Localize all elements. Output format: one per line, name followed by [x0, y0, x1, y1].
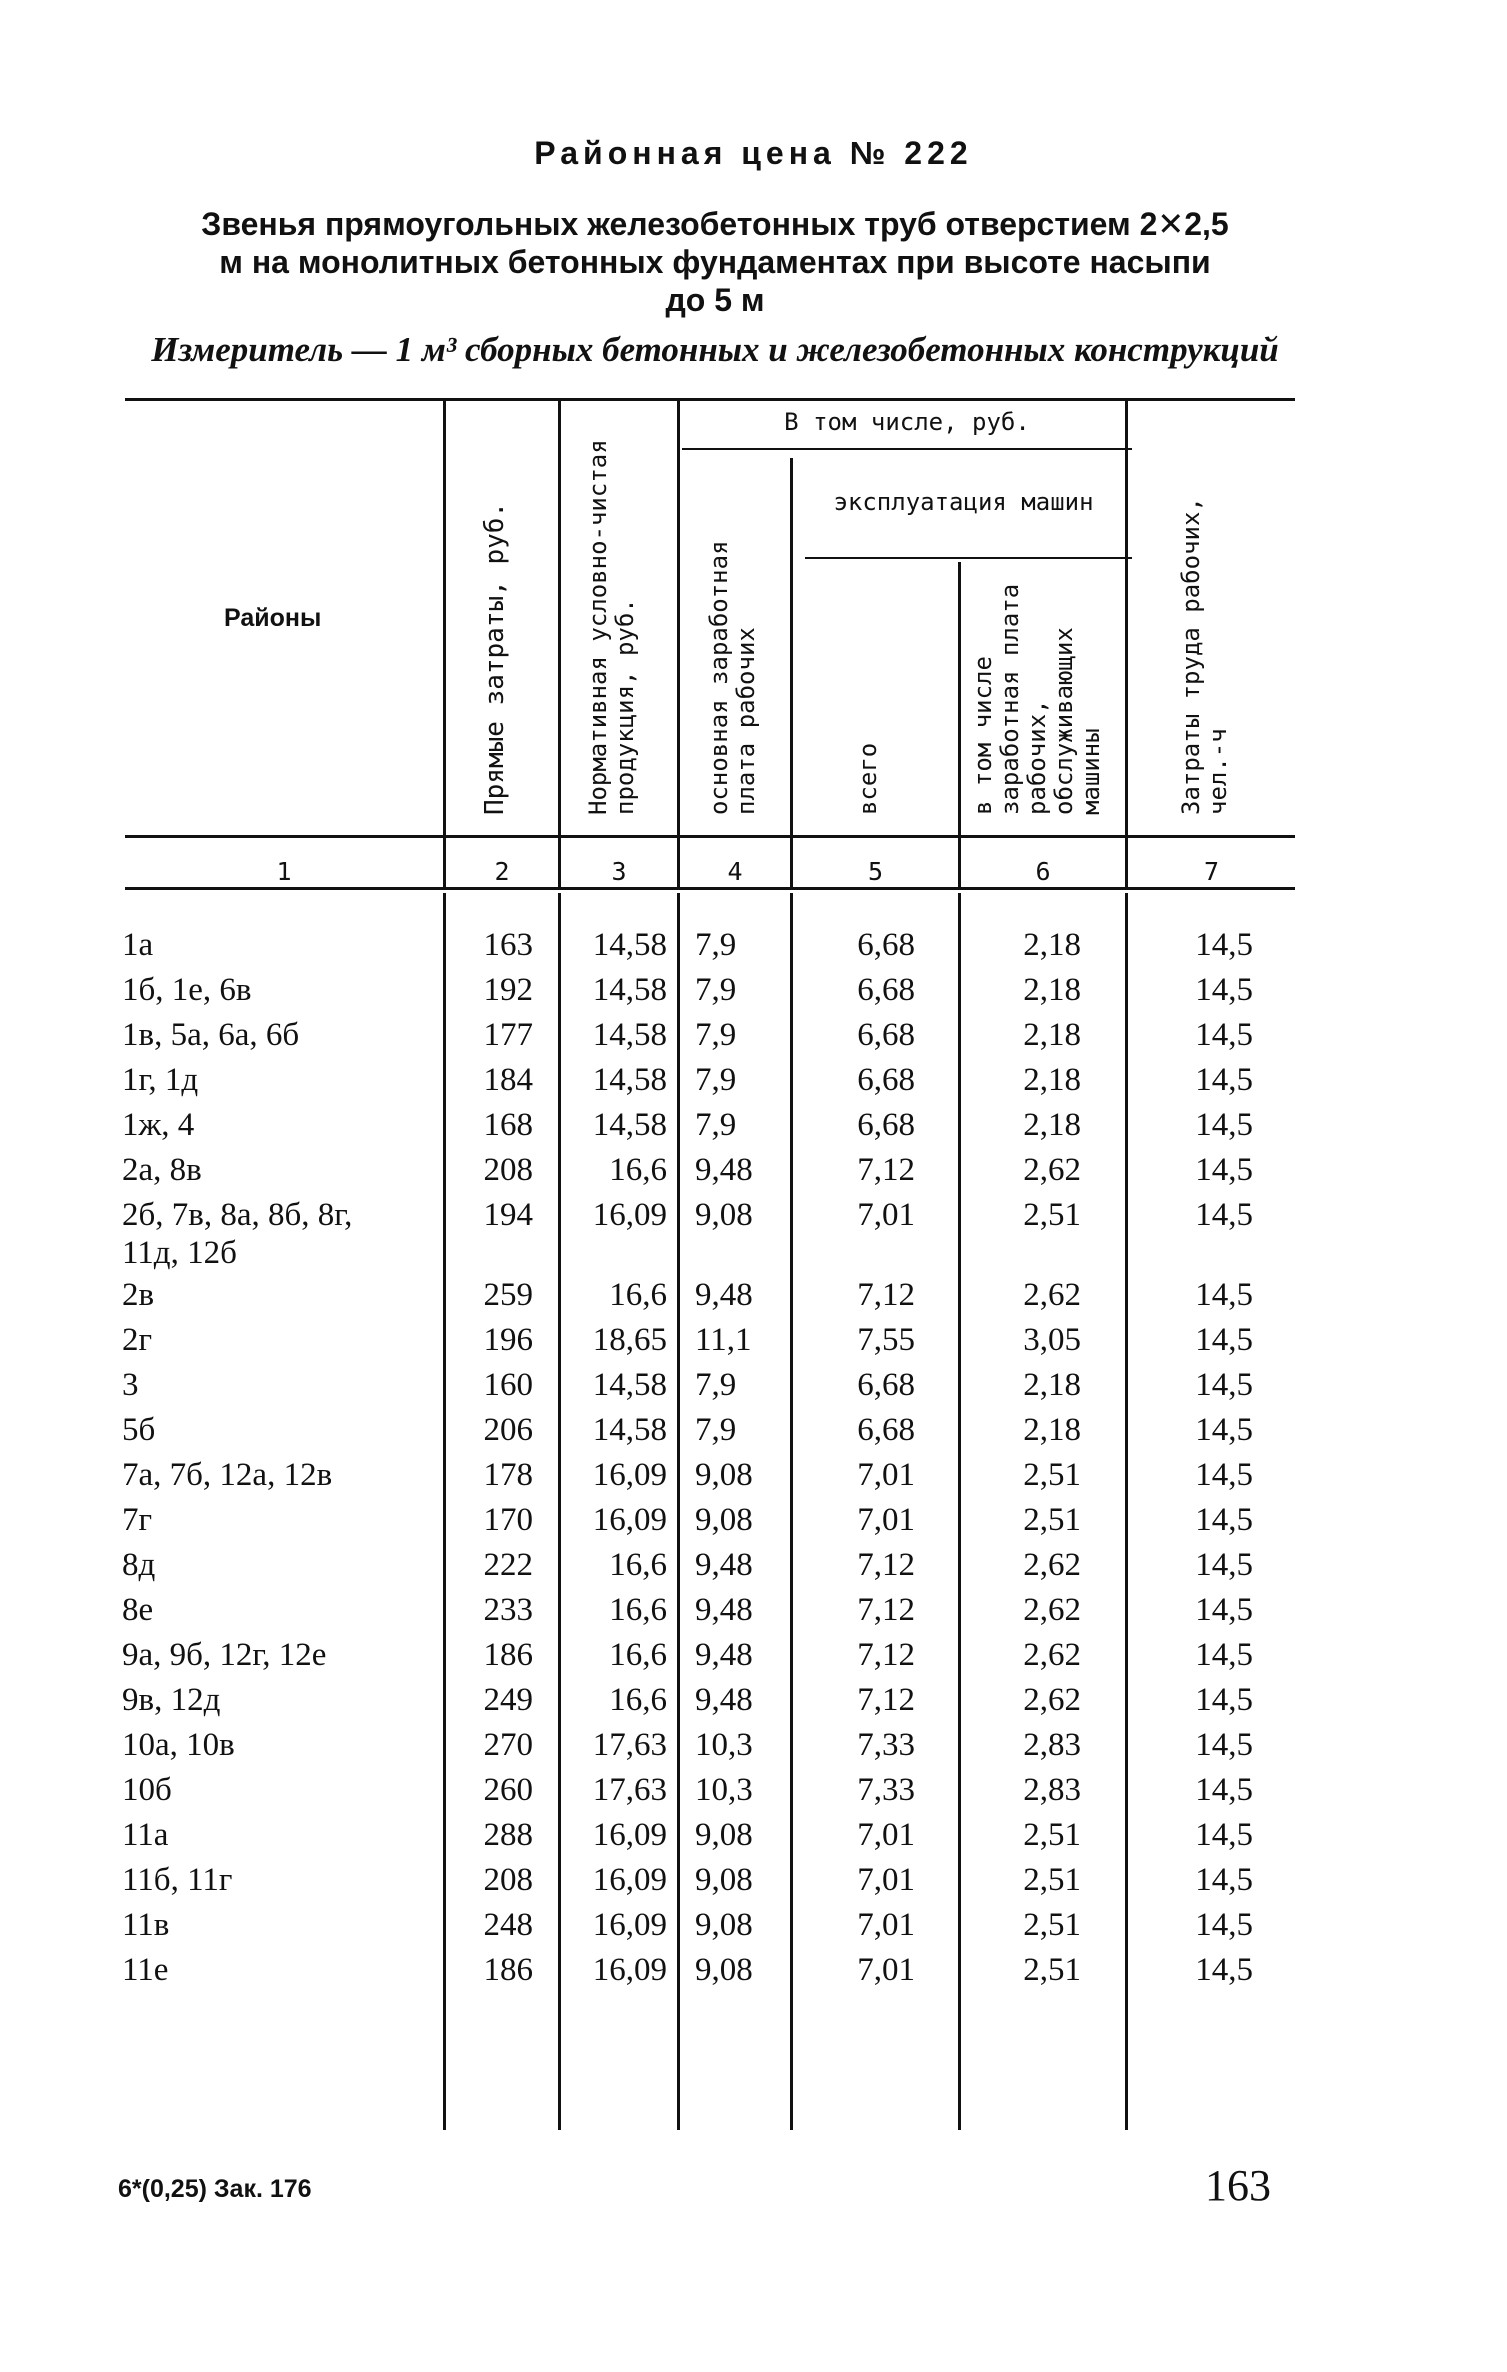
mwage-cell: 2,62: [1023, 1277, 1081, 1313]
labor-cell: 14,5: [1195, 1412, 1253, 1448]
total-cell: 7,12: [857, 1152, 915, 1188]
col-divider-3: [677, 400, 680, 887]
header-normative: [585, 415, 639, 815]
mwage-cell: 2,51: [1023, 1502, 1081, 1538]
direct-cell: 177: [483, 1017, 533, 1053]
header-regions: Районы: [224, 604, 322, 632]
direct-cell: 259: [483, 1277, 533, 1313]
total-cell: 7,12: [857, 1592, 915, 1628]
wage-cell: 7,9: [695, 927, 737, 963]
region-cell: 11в: [122, 1907, 170, 1943]
header-labor: [1178, 425, 1232, 815]
region-cell: 7а, 7б, 12а, 12в: [122, 1457, 333, 1493]
direct-cell: 194: [483, 1197, 533, 1233]
labor-cell: 14,5: [1195, 1367, 1253, 1403]
colnum-2: 2: [494, 857, 510, 886]
header-base-wage: [706, 495, 760, 815]
total-cell: 7,55: [857, 1322, 915, 1358]
norm-cell: 14,58: [592, 1412, 667, 1448]
labor-cell: 14,5: [1195, 1547, 1253, 1583]
total-cell: 7,33: [857, 1772, 915, 1808]
labor-cell: 14,5: [1195, 1907, 1253, 1943]
norm-cell: 14,58: [592, 927, 667, 963]
mwage-cell: 2,18: [1023, 927, 1081, 963]
wage-cell: 10,3: [695, 1727, 753, 1763]
wage-cell: 9,08: [695, 1197, 753, 1233]
total-cell: 7,01: [857, 1862, 915, 1898]
labor-cell: 14,5: [1195, 1107, 1253, 1143]
labor-cell: 14,5: [1195, 1062, 1253, 1098]
norm-cell: 16,09: [592, 1862, 667, 1898]
mwage-cell: 2,18: [1023, 972, 1081, 1008]
mwage-cell: 2,18: [1023, 1412, 1081, 1448]
labor-cell: 14,5: [1195, 1817, 1253, 1853]
direct-cell: 192: [483, 972, 533, 1008]
mwage-cell: 2,18: [1023, 1017, 1081, 1053]
norm-cell: 16,6: [609, 1637, 667, 1673]
labor-cell: 14,5: [1195, 1727, 1253, 1763]
labor-cell: 14,5: [1195, 1017, 1253, 1053]
direct-cell: 186: [483, 1952, 533, 1988]
total-cell: 7,12: [857, 1547, 915, 1583]
mwage-cell: 2,18: [1023, 1062, 1081, 1098]
norm-cell: 14,58: [592, 1107, 667, 1143]
mwage-cell: 2,62: [1023, 1682, 1081, 1718]
labor-cell: 14,5: [1195, 1682, 1253, 1718]
total-cell: 6,68: [857, 972, 915, 1008]
direct-cell: 163: [483, 927, 533, 963]
total-cell: 7,01: [857, 1817, 915, 1853]
norm-cell: 16,09: [592, 1952, 667, 1988]
norm-cell: 16,6: [609, 1277, 667, 1313]
mwage-cell: 2,62: [1023, 1152, 1081, 1188]
total-cell: 6,68: [857, 1062, 915, 1098]
col-divider-4: [790, 458, 793, 887]
mwage-cell: 2,83: [1023, 1727, 1081, 1763]
region-cell: 8е: [122, 1592, 154, 1628]
total-cell: 6,68: [857, 1367, 915, 1403]
col-divider-3-body: [677, 893, 680, 2130]
wage-cell: 9,08: [695, 1817, 753, 1853]
wage-cell: 9,48: [695, 1637, 753, 1673]
labor-cell: 14,5: [1195, 1637, 1253, 1673]
mwage-cell: 2,18: [1023, 1367, 1081, 1403]
norm-cell: 17,63: [592, 1727, 667, 1763]
labor-cell: 14,5: [1195, 972, 1253, 1008]
direct-cell: 196: [483, 1322, 533, 1358]
header-incl-wage: [970, 555, 1105, 815]
direct-cell: 186: [483, 1637, 533, 1673]
region-cell: 7г: [122, 1502, 153, 1538]
header-bottom-rule: [125, 835, 1295, 838]
region-cell: 11б, 11г: [122, 1862, 233, 1898]
wage-cell: 9,48: [695, 1592, 753, 1628]
wage-cell: 9,48: [695, 1152, 753, 1188]
mwage-cell: 2,51: [1023, 1907, 1081, 1943]
colnum-bottom-rule: [125, 887, 1295, 890]
total-cell: 7,01: [857, 1952, 915, 1988]
direct-cell: 208: [483, 1862, 533, 1898]
wage-cell: 9,08: [695, 1862, 753, 1898]
total-cell: 7,33: [857, 1727, 915, 1763]
mwage-cell: 3,05: [1023, 1322, 1081, 1358]
norm-cell: 16,6: [609, 1547, 667, 1583]
direct-cell: 249: [483, 1682, 533, 1718]
table-top-rule: [125, 398, 1295, 401]
subtitle: Звенья прямоугольных железобетонных труб отверстием 2✕2,5 м на монолитных бетонных фундаментах при высоте насыпи до 5 м: [201, 206, 1229, 318]
region-cell: 1г, 1д: [122, 1062, 199, 1098]
colnum-5: 5: [867, 857, 884, 886]
wage-cell: 9,08: [695, 1502, 753, 1538]
region-cell: 1б, 1е, 6в: [122, 972, 252, 1008]
region-cell: 2а, 8в: [122, 1152, 202, 1188]
norm-cell: 16,09: [592, 1197, 667, 1233]
labor-cell: 14,5: [1195, 1197, 1253, 1233]
total-cell: 7,01: [857, 1502, 915, 1538]
region-cell: 1а: [122, 927, 154, 963]
col-divider-5: [958, 562, 961, 887]
norm-cell: 16,6: [609, 1592, 667, 1628]
labor-cell: 14,5: [1195, 1277, 1253, 1313]
mwage-cell: 2,51: [1023, 1862, 1081, 1898]
mwage-cell: 2,62: [1023, 1637, 1081, 1673]
mwage-cell: 2,18: [1023, 1107, 1081, 1143]
norm-cell: 14,58: [592, 1367, 667, 1403]
total-cell: 7,12: [857, 1682, 915, 1718]
norm-cell: 16,09: [592, 1817, 667, 1853]
region-cell: 5б: [122, 1412, 156, 1448]
footer-print-info: 6*(0,25) Зак. 176: [118, 2175, 312, 2203]
norm-cell: 16,09: [592, 1457, 667, 1493]
wage-cell: 7,9: [695, 1062, 737, 1098]
wage-cell: 10,3: [695, 1772, 753, 1808]
mwage-cell: 2,62: [1023, 1592, 1081, 1628]
wage-cell: 9,08: [695, 1907, 753, 1943]
labor-cell: 14,5: [1195, 1862, 1253, 1898]
header-total: всего: [854, 742, 882, 815]
region-cell: 10а, 10в: [122, 1727, 235, 1763]
col-divider-1: [443, 400, 446, 887]
direct-cell: 170: [483, 1502, 533, 1538]
total-cell: 7,12: [857, 1637, 915, 1673]
wage-cell: 7,9: [695, 972, 737, 1008]
region-cell: 1в, 5а, 6а, 6б: [122, 1017, 300, 1053]
region-cell: 1ж, 4: [122, 1107, 195, 1143]
total-cell: 7,12: [857, 1277, 915, 1313]
norm-cell: 14,58: [592, 1017, 667, 1053]
total-cell: 7,01: [857, 1457, 915, 1493]
norm-cell: 16,09: [592, 1907, 667, 1943]
labor-cell: 14,5: [1195, 1772, 1253, 1808]
measure-unit: Измеритель — 1 м³ сборных бетонных и железобетонных конструкций: [151, 330, 1279, 369]
col-divider-2: [558, 400, 561, 887]
mwage-cell: 2,62: [1023, 1547, 1081, 1583]
region-cell-continuation: 11д, 12б: [122, 1235, 237, 1271]
labor-cell: 14,5: [1195, 1952, 1253, 1988]
wage-cell: 11,1: [695, 1322, 752, 1358]
norm-cell: 18,65: [592, 1322, 667, 1358]
direct-cell: 160: [483, 1367, 533, 1403]
region-cell: 9в, 12д: [122, 1682, 221, 1718]
rule-incl: [682, 448, 1132, 450]
labor-cell: 14,5: [1195, 1152, 1253, 1188]
labor-cell: 14,5: [1195, 927, 1253, 963]
direct-cell: 184: [483, 1062, 533, 1098]
total-cell: 6,68: [857, 1412, 915, 1448]
header-direct-costs: Прямые затраты, руб.: [480, 501, 510, 815]
header-base-wage-text: основная заработная плата рабочих: [705, 540, 760, 815]
direct-cell: 178: [483, 1457, 533, 1493]
wage-cell: 7,9: [695, 1367, 737, 1403]
colnum-7: 7: [1203, 857, 1220, 886]
header-machines: эксплуатация машин: [833, 488, 1094, 516]
labor-cell: 14,5: [1195, 1457, 1253, 1493]
header-normative-text: Нормативная условно-чистая продукция, руб.: [584, 439, 639, 815]
region-cell: 8д: [122, 1547, 156, 1583]
direct-cell: 222: [483, 1547, 533, 1583]
region-cell: 2г: [122, 1322, 153, 1358]
norm-cell: 16,6: [609, 1152, 667, 1188]
direct-cell: 270: [483, 1727, 533, 1763]
direct-cell: 233: [483, 1592, 533, 1628]
labor-cell: 14,5: [1195, 1322, 1253, 1358]
norm-cell: 17,63: [592, 1772, 667, 1808]
wage-cell: 7,9: [695, 1412, 737, 1448]
header-incl: В том числе, руб.: [784, 408, 1030, 436]
norm-cell: 14,58: [592, 1062, 667, 1098]
region-cell: 9а, 9б, 12г, 12е: [122, 1637, 327, 1673]
colnum-1: 1: [276, 857, 292, 886]
region-cell: 11а: [122, 1817, 169, 1853]
wage-cell: 7,9: [695, 1107, 737, 1143]
wage-cell: 9,08: [695, 1457, 753, 1493]
mwage-cell: 2,51: [1023, 1952, 1081, 1988]
direct-cell: 248: [483, 1907, 533, 1943]
labor-cell: 14,5: [1195, 1592, 1253, 1628]
total-cell: 7,01: [857, 1907, 915, 1943]
wage-cell: 9,48: [695, 1547, 753, 1583]
wage-cell: 9,48: [695, 1682, 753, 1718]
header-incl-wage-text: в том числе заработная плата рабочих, обслуживающих машины: [969, 583, 1105, 815]
region-cell: 3: [122, 1367, 139, 1403]
total-cell: 6,68: [857, 927, 915, 963]
region-cell: 2б, 7в, 8а, 8б, 8г,: [122, 1197, 353, 1233]
region-cell: 2в: [122, 1277, 155, 1313]
mwage-cell: 2,51: [1023, 1817, 1081, 1853]
region-cell: 11е: [122, 1952, 169, 1988]
total-cell: 6,68: [857, 1107, 915, 1143]
region-cell: 10б: [122, 1772, 172, 1808]
col-divider-6: [1125, 400, 1128, 887]
colnum-4: 4: [727, 857, 743, 886]
norm-cell: 16,09: [592, 1502, 667, 1538]
wage-cell: 9,08: [695, 1952, 753, 1988]
mwage-cell: 2,83: [1023, 1772, 1081, 1808]
norm-cell: 16,6: [609, 1682, 667, 1718]
direct-cell: 208: [483, 1152, 533, 1188]
direct-cell: 206: [483, 1412, 533, 1448]
colnum-3: 3: [611, 857, 627, 886]
direct-cell: 168: [483, 1107, 533, 1143]
total-cell: 6,68: [857, 1017, 915, 1053]
norm-cell: 14,58: [592, 972, 667, 1008]
mwage-cell: 2,51: [1023, 1197, 1081, 1233]
total-cell: 7,01: [857, 1197, 915, 1233]
mwage-cell: 2,51: [1023, 1457, 1081, 1493]
wage-cell: 7,9: [695, 1017, 737, 1053]
direct-cell: 260: [483, 1772, 533, 1808]
page-number: 163: [1205, 2161, 1271, 2210]
labor-cell: 14,5: [1195, 1502, 1253, 1538]
wage-cell: 9,48: [695, 1277, 753, 1313]
header-labor-text: Затраты труда рабочих, чел.-ч: [1177, 497, 1232, 815]
page-title: Районная цена № 222: [534, 135, 973, 171]
colnum-6: 6: [1035, 857, 1051, 886]
direct-cell: 288: [483, 1817, 533, 1853]
